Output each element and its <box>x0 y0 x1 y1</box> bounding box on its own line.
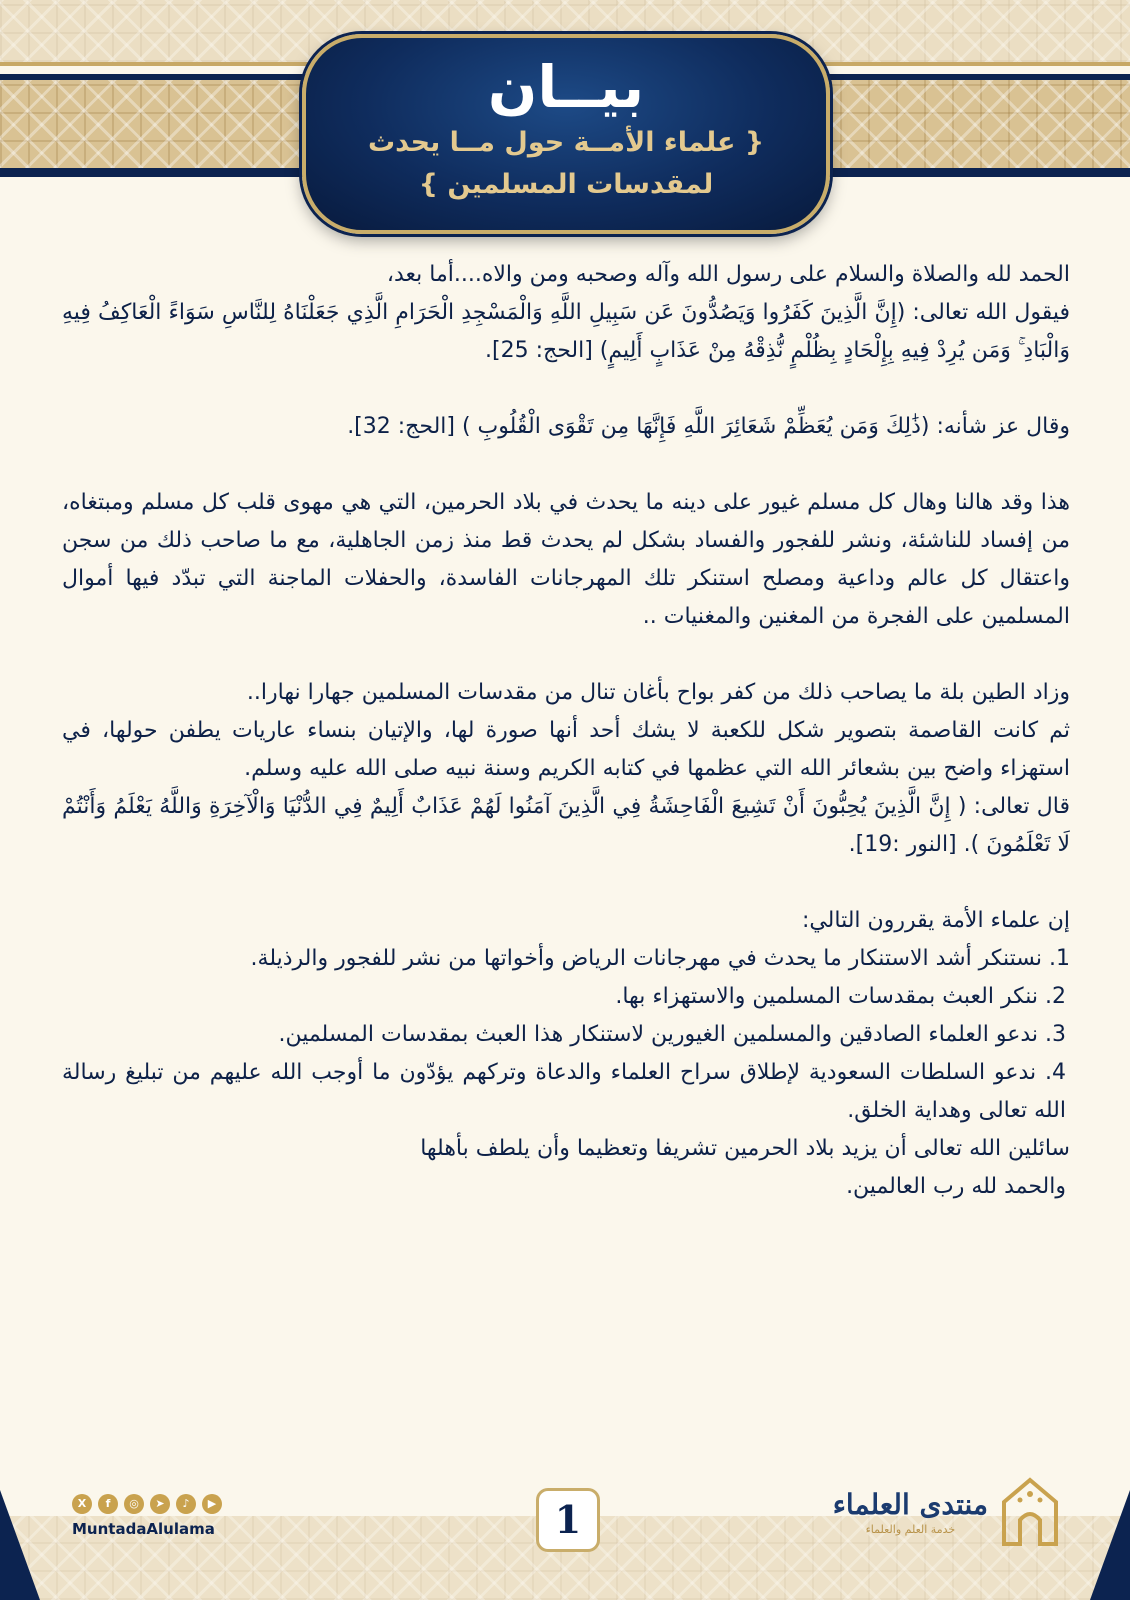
footer-corner-right <box>1090 1490 1130 1600</box>
resolution-item-3: 3. ندعو العلماء الصادقين والمسلمين الغيورين لاستنكار هذا العبث بمقدسات المسلمين. <box>278 1022 1066 1047</box>
closing-praise: والحمد لله رب العالمين. <box>846 1174 1066 1199</box>
youtube-icon[interactable]: ▶ <box>202 1494 222 1514</box>
quran-verse-hajj-25: فيقول الله تعالى: (إِنَّ الَّذِينَ كَفَرُوا وَيَصُدُّونَ عَن سَبِيلِ اللَّهِ وَالْمَسْجِدِ الْحَرَامِ الَّذِي جَعَلْنَاهُ لِلنَّاسِ سَوَاءً الْعَاكِفُ فِيهِ وَالْبَادِ ۚ وَمَن يُرِدْ فِيهِ بِإِلْحَادٍ بِظُلْمٍ نُّذِقْهُ مِنْ عَذَابٍ أَلِيمٍ) [الحج: 25]. <box>62 300 1070 363</box>
resolutions-heading: إن علماء الأمة يقررون التالي: <box>801 908 1070 933</box>
title-badge <box>302 34 830 234</box>
page-subtitle-line-2: لمقدسات المسلمين } <box>418 169 714 200</box>
spacer <box>62 864 1070 902</box>
logo-mark-icon <box>1000 1476 1060 1548</box>
page-title: بيــان <box>487 53 645 121</box>
closing-prayer: سائلين الله تعالى أن يزيد بلاد الحرمين تشريفا وتعظيما وأن يلطف بأهلها <box>420 1136 1070 1161</box>
social-links <box>72 1494 222 1514</box>
quran-verse-hajj-32: وقال عز شأنه: (ذَٰلِكَ وَمَن يُعَظِّمْ شَعَائِرَ اللَّهِ فَإِنَّهَا مِن تَقْوَى الْقُلُوبِ ) [الحج: 32]. <box>347 414 1070 439</box>
social-handle: MuntadaAlulama <box>72 1520 215 1538</box>
spacer <box>62 446 1070 484</box>
resolution-item-4: 4. ندعو السلطات السعودية لإطلاق سراح العلماء والدعاة وتركهم يؤدّون ما أوجب الله عليهم من تبليغ رسالة الله تعالى وهداية الخلق. <box>62 1060 1066 1123</box>
resolution-item-2: 2. ننكر العبث بمقدسات المسلمين والاستهزاء بها. <box>615 984 1066 1009</box>
x-icon[interactable]: X <box>72 1494 92 1514</box>
paragraph-festivals: هذا وقد هالنا وهال كل مسلم غيور على دينه ما يحدث في بلاد الحرمين، التي هي مهوى قلب كل مسلم ومبتغاه، من إفساد للناشئة، ونشر للفجور والفساد بشكل لم يحدث قط منذ زمن الجاهلية، مع ما صاحب ذلك من سجن واعتقال كل عالم وداعية ومصلح استنكر تلك المهرجانات الفاسدة، والحفلات الماجنة التي تبدّد فيها أموال المسلمين على الفجرة من المغنين والمغنيات .. <box>62 490 1070 629</box>
footer-corner-left <box>0 1490 40 1600</box>
page-number: 1 <box>536 1488 600 1552</box>
quran-verse-nur-19: قال تعالى: ( إِنَّ الَّذِينَ يُحِبُّونَ أَنْ تَشِيعَ الْفَاحِشَةُ فِي الَّذِينَ آمَنُوا لَهُمْ عَذَابٌ أَلِيمٌ فِي الدُّنْيَا وَالْآخِرَةِ وَاللَّهُ يَعْلَمُ وَأَنْتُمْ لَا تَعْلَمُونَ ). [النور :19]. <box>62 794 1070 857</box>
muntada-logo <box>833 1476 1060 1548</box>
telegram-icon[interactable]: ➤ <box>150 1494 170 1514</box>
facebook-icon[interactable]: f <box>98 1494 118 1514</box>
logo-name: منتدى العلماء <box>832 1488 988 1521</box>
spacer <box>62 636 1070 674</box>
page-subtitle-line-1: { علماء الأمــة حول مــا يحدث <box>367 127 765 158</box>
resolution-item-1: 1. نستنكر أشد الاستنكار ما يحدث في مهرجانات الرياض وأخواتها من نشر للفجور والرذيلة. <box>250 946 1070 971</box>
spacer <box>62 370 1070 408</box>
statement-body <box>62 256 1070 1456</box>
logo-tagline: خدمة العلم والعلماء <box>865 1523 956 1536</box>
paragraph-songs: وزاد الطين بلة ما يصاحب ذلك من كفر بواح بأغان تنال من مقدسات المسلمين جهارا نهارا.. <box>246 680 1070 705</box>
tiktok-icon[interactable]: ♪ <box>176 1494 196 1514</box>
paragraph-kaaba: ثم كانت القاصمة بتصوير شكل للكعبة لا يشك أحد أنها صورة لها، والإتيان بنساء عاريات يطفن حولها، في استهزاء واضح بين بشعائر الله التي عظمها في كتابه الكريم وسنة نبيه صلى الله عليه وسلم. <box>62 718 1070 781</box>
opening-paragraph: الحمد لله والصلاة والسلام على رسول الله وآله وصحبه ومن والاه....أما بعد، <box>386 262 1070 287</box>
logo-text <box>833 1487 988 1537</box>
instagram-icon[interactable]: ◎ <box>124 1494 144 1514</box>
